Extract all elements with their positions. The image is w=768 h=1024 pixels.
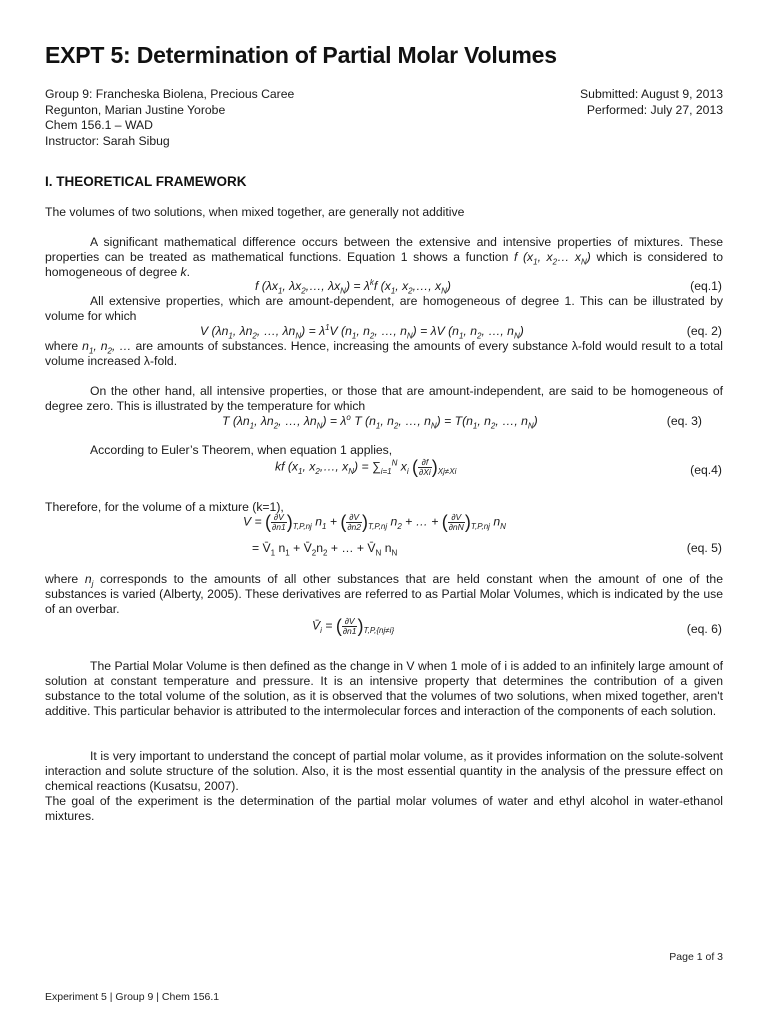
author-line: Group 9: Francheska Biolena, Precious Caree: [45, 87, 295, 101]
paragraph-where-nj: where $n_j$ corresponds to the amounts of all other substances that are held constant when the amount of one of the substances is varied (Alberty, 2005). These derivatives are referred to as Partial Molar Volumes, which is indicated by the use of an overbar.: [45, 572, 723, 616]
paragraph-extensive: All extensive properties, which are amount-dependent, are homogeneous of degree 1. This can be illustrated by volume for which: [45, 294, 723, 323]
equation-6: $V̄_i$ = ( $\frac{\partial V}{\partial n1}$ )$_{T,P,\{nj\ne i\}}$: [312, 616, 395, 636]
paragraph-where-n: where $n_1$, $n_2$, … are amounts of substances. Hence, increasing the amounts of every substance λ-fold would result to a total volume increased λ-fold.: [45, 339, 723, 368]
paragraph-goal: The goal of the experiment is the determination of the partial molar volumes of water and ethyl alcohol in water-ethanol mixtures.: [45, 794, 723, 823]
equation-4-label: (eq.4): [690, 463, 722, 477]
intro-paragraph: The volumes of two solutions, when mixed together, are generally not additive: [45, 205, 465, 219]
equation-6-label: (eq. 6): [686, 622, 722, 636]
paragraph-euler: According to Euler’s Theorem, when equation 1 applies,: [90, 443, 393, 457]
paragraph-math-difference: A significant mathematical difference occurs between the extensive and intensive properties of mixtures. These properties can be treated as mathematical functions. Equation 1 shows a function f ($x_1$, $x_2\dots$ $x_N$) which is considered to homogeneous of degree k.: [45, 235, 723, 279]
document-title: EXPT 5: Determination of Partial Molar Volumes: [45, 42, 557, 68]
paragraph-importance: It is very important to understand the concept of partial molar volume, as it provides information on the solute-solvent interaction and solute structure of the solution. Also, it is the most essential quantity in the analysis of the pressure effect on chemical reactions (Kusatsu, 2007).: [45, 749, 723, 793]
equation-2: V ($\lambda n_1$, $\lambda n_2$, …, $\lambda n_N) = \lambda^1V$ ($n_1$, $n_2$, …, $n_N) = \lambda V$ ($n_1$, $n_2$, …, $n_N$): [200, 322, 524, 341]
paragraph-therefore: Therefore, for the volume of a mixture (k=1),: [45, 500, 284, 514]
course-line: Chem 156.1 – WAD: [45, 118, 153, 132]
instructor-line: Instructor: Sarah Sibug: [45, 133, 170, 148]
equation-1: f ($\lambda x_1$, $\lambda x_2,\dots$, $\lambda x_N) = \lambda^kf$ ($x_1$, $x_2,\dots$, $x_N$): [255, 277, 451, 296]
equation-2-label: (eq. 2): [686, 324, 722, 338]
equation-5-line-2: = $V̄_1$ $n_1$ + $V̄_2n_2$ + … + $V̄_N$ $n_N$: [252, 541, 398, 558]
equation-1-label: (eq.1): [690, 279, 722, 293]
author-line: Regunton, Marian Justine Yorobe: [45, 102, 226, 117]
paragraph-partial-molar-volume: The Partial Molar Volume is then defined as the change in V when 1 mole of i is added to an infinitely large amount of solution at constant temperature and pressure. It is an intensive property that determines the contribution of a given substance to the total volume of the solution, as it is observed that the volumes of two solutions, when mixed together, aren't additive. This particular behavior is attributed to the intermolecular forces and interaction of the components of each solution.: [45, 659, 723, 718]
section-heading: I. THEORETICAL FRAMEWORK: [45, 174, 247, 189]
author-block: [45, 87, 294, 149]
footer-text: Experiment 5 | Group 9 | Chem 156.1: [45, 991, 220, 1003]
equation-5-label: (eq. 5): [686, 541, 722, 555]
equation-3: T ($\lambda n_1$, $\lambda n_2$, …, $\lambda n_N) = \lambda^o$ T ($n_1$, $n_2$, …, $n_N) = T(n_1$, $n_2$, …, $n_N$): [222, 412, 538, 431]
page-number: Page 1 of 3: [669, 951, 723, 963]
date-block: [580, 87, 723, 118]
performed-date: Performed: July 27, 2013: [586, 102, 723, 117]
submitted-date: Submitted: August 9, 2013: [580, 87, 723, 101]
equation-5-line-1: V = ( $\frac{\partial V}{\partial n1}$ )$_{T,P,nj}$ $n_1$ + ( $\frac{\partial V}{\partial n2}$ )$_{T,P,nj}$ $n_2$ + … + ( $\frac{\partial V}{\partial nN}$ )$_{T,P,nj}$ $n_N$: [243, 512, 506, 532]
paragraph-intensive: On the other hand, all intensive properties, or those that are amount-independent, are said to be homogeneous of degree zero. This is illustrated by the temperature for which: [45, 384, 723, 413]
equation-3-label: (eq. 3): [666, 414, 702, 428]
equation-4: kf ($x_1$, $x_2,\dots$, $x_N) = \sum_{i=1}^N$ $x_i$ ( $\frac{\partial f}{\partial Xi}$ )$_{Xj\ne Xi}$: [275, 457, 457, 477]
